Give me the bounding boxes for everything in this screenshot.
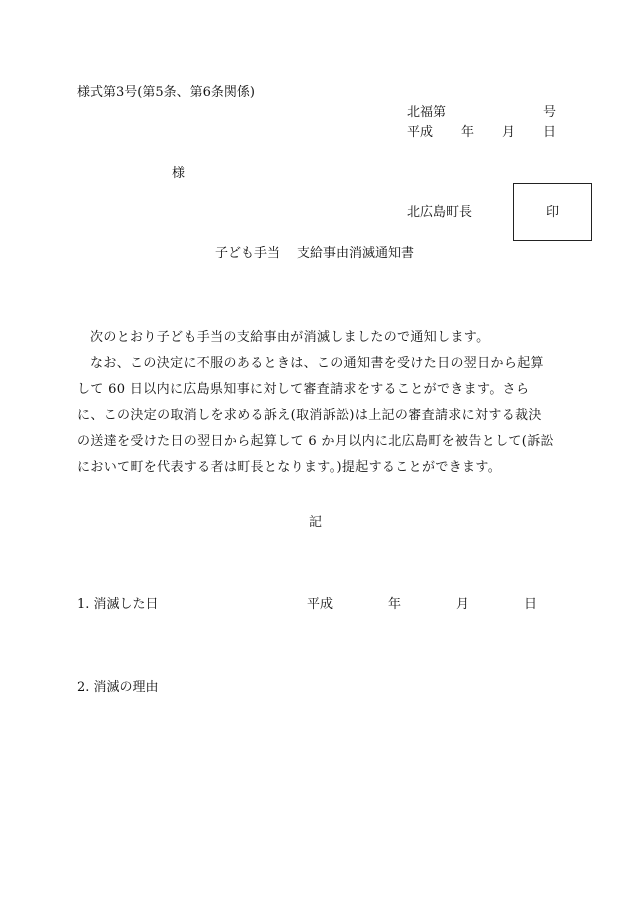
doc-number-suffix: 号 bbox=[543, 105, 557, 120]
item-1-year: 年 bbox=[388, 597, 402, 612]
form-number: 様式第3号(第5条、第6条関係) bbox=[77, 85, 255, 100]
item-1-label: 1. 消滅した日 bbox=[77, 597, 159, 612]
issuer-name: 北広島町長 bbox=[407, 205, 473, 220]
title-part1: 子ども手当 bbox=[215, 246, 281, 261]
date-day: 日 bbox=[543, 125, 557, 140]
seal-label: 印 bbox=[546, 205, 560, 220]
addressee-suffix: 様 bbox=[172, 166, 186, 181]
body-paragraph-1: 次のとおり子ども手当の支給事由が消滅しましたので通知します。 bbox=[90, 330, 490, 345]
date-month: 月 bbox=[502, 125, 516, 140]
date-era: 平成 bbox=[407, 125, 434, 140]
ki-heading: 記 bbox=[309, 515, 323, 530]
item-1-era: 平成 bbox=[307, 597, 334, 612]
item-1-day: 日 bbox=[524, 597, 538, 612]
item-1-month: 月 bbox=[456, 597, 470, 612]
body-paragraph-2: なお、この決定に不服のあるときは、この通知書を受けた日の翌日から起算して 60 日以内に広島県知事に対して審査請求をすることができます。さらに、この決定の取消しを求める訴え(取消訴訟)は上記の審査請求に対する裁決の送達を受けた日の翌日から起算して 6 か月以内に北広島町を被告として(訴訟において町を代表する者は町長となります。)提起することができます。 bbox=[77, 356, 554, 475]
doc-number-prefix: 北福第 bbox=[407, 105, 447, 120]
title-part2: 支給事由消滅通知書 bbox=[297, 246, 415, 261]
body-text bbox=[77, 325, 555, 481]
date-year: 年 bbox=[461, 125, 475, 140]
item-2-label: 2. 消滅の理由 bbox=[77, 680, 159, 695]
